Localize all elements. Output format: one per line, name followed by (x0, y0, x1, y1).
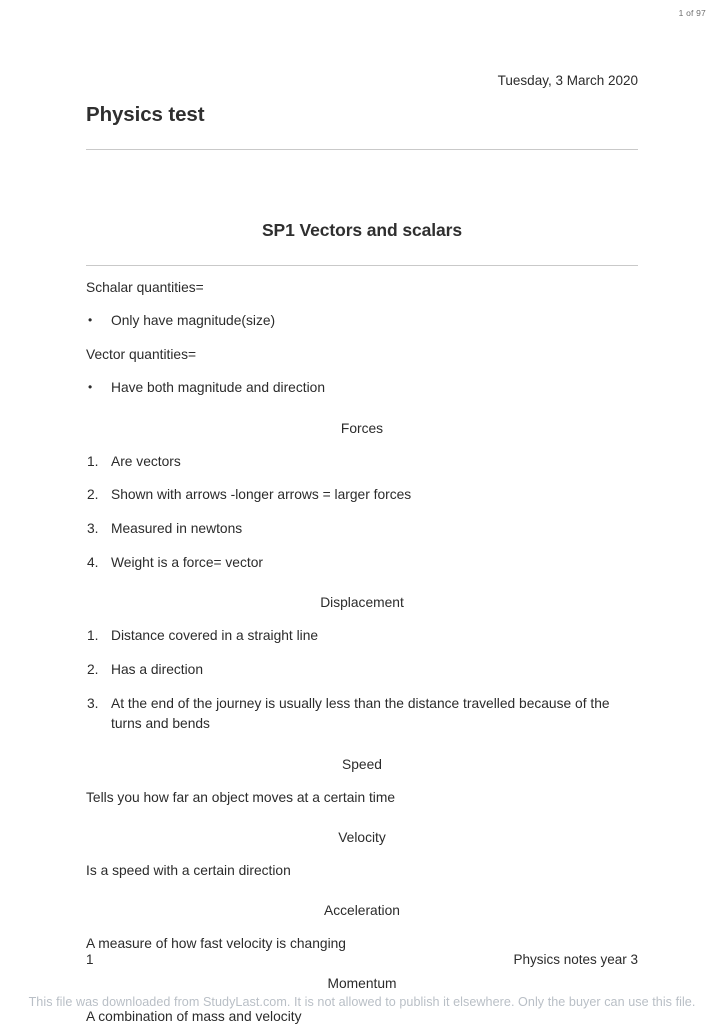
list-item-label: Shown with arrows -longer arrows = larger forces (111, 487, 412, 503)
list-item (86, 553, 638, 574)
section-divider (86, 265, 638, 266)
download-watermark: This file was downloaded from StudyLast.com. It is not allowed to publish it elsewhere. Only the buyer can use this file. (28, 995, 696, 1009)
list-item (86, 378, 638, 399)
definition-momentum: A combination of mass and velocity (86, 1009, 302, 1025)
list-marker: 1. (87, 628, 99, 644)
subheading-acceleration: Acceleration (324, 903, 400, 919)
list-marker: 1. (87, 453, 99, 469)
list-item-label: Only have magnitude(size) (111, 313, 276, 329)
list-marker: 4. (87, 554, 99, 570)
forces-numbered-list (86, 452, 638, 574)
list-marker: 3. (87, 520, 99, 536)
subheading-displacement: Displacement (320, 595, 404, 611)
subheading-speed: Speed (342, 757, 382, 773)
definition-speed: Tells you how far an object moves at a certain time (86, 790, 396, 806)
list-item-label: Distance covered in a straight line (111, 628, 319, 644)
list-item-label: Has a direction (111, 661, 204, 677)
displacement-numbered-list (86, 626, 638, 735)
list-item (86, 694, 638, 735)
subheading-velocity: Velocity (338, 830, 386, 846)
list-item (86, 452, 638, 473)
section-title: SP1 Vectors and scalars (261, 220, 463, 241)
list-item (86, 519, 638, 540)
list-marker: 2. (87, 661, 99, 677)
list-item-label: Have both magnitude and direction (111, 379, 325, 395)
header-divider (86, 149, 638, 150)
list-item-label: Measured in newtons (111, 520, 243, 536)
list-item (86, 660, 638, 681)
page-counter: 1 of 97 (678, 8, 706, 18)
list-item (86, 311, 638, 332)
vector-quantities-heading: Vector quantities= (86, 346, 197, 362)
page-title: Physics test (86, 102, 205, 126)
document-content (86, 0, 638, 1027)
list-marker: 3. (87, 695, 99, 711)
vector-bullet-list (86, 378, 638, 399)
list-item (86, 485, 638, 506)
list-marker: 2. (87, 487, 99, 503)
subheading-momentum: Momentum (327, 976, 397, 992)
definition-acceleration: A measure of how fast velocity is changing (86, 936, 346, 952)
footer-page-number: 1 (86, 952, 94, 967)
list-item-label: Weight is a force= vector (111, 554, 263, 570)
list-item-label: Are vectors (111, 453, 181, 469)
subheading-forces: Forces (340, 420, 384, 436)
bullet-icon: • (88, 379, 93, 394)
scalar-bullet-list (86, 311, 638, 332)
footer-note: Physics notes year 3 (513, 952, 638, 967)
bullet-icon: • (88, 313, 93, 328)
scalar-quantities-heading: Schalar quantities= (86, 280, 204, 296)
list-item (86, 626, 638, 647)
definition-velocity: Is a speed with a certain direction (86, 863, 291, 879)
document-date: Tuesday, 3 March 2020 (497, 73, 638, 88)
list-item-label: At the end of the journey is usually less than the distance travelled because of the turns and bends (111, 695, 610, 732)
document-footer (86, 952, 638, 967)
